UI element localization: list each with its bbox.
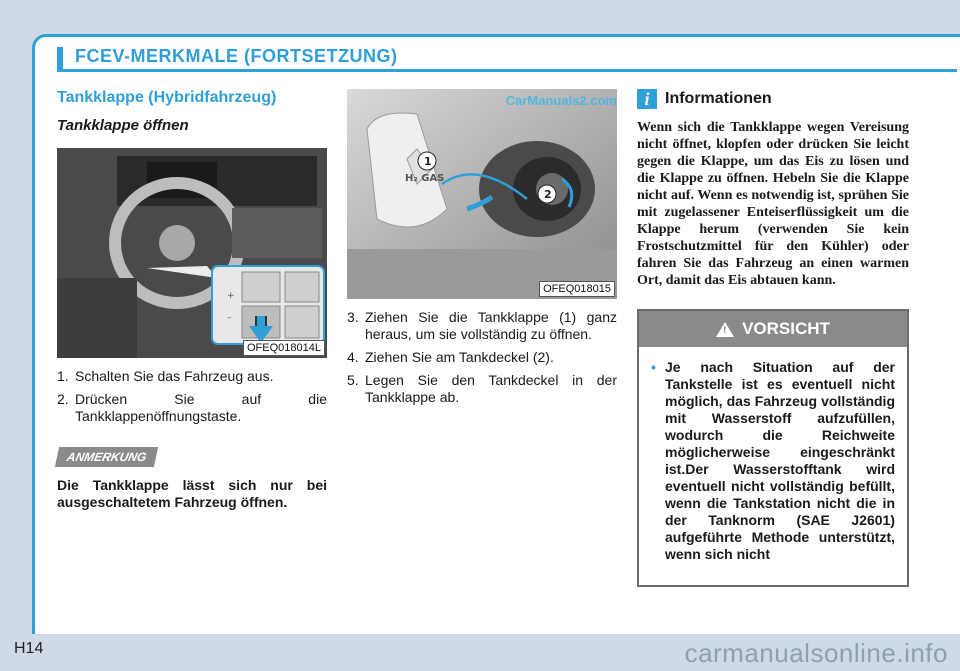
info-header [637, 89, 909, 109]
photo-label: OFEQ018014L [243, 340, 325, 356]
dashboard-photo [57, 148, 327, 358]
subsection-title: Tankklappe öffnen [57, 117, 189, 134]
caution-title: VORSICHT [742, 319, 830, 338]
watermark: CarManuals2.com [505, 93, 617, 108]
middle-column [347, 89, 617, 412]
list-item: 1. Schalten Sie das Fahrzeug aus. [57, 368, 274, 384]
dashboard-illustration [57, 148, 327, 358]
info-icon: i [637, 89, 657, 109]
caution-text: Je nach Situation auf der Tankstelle ist es eventuell nicht möglich, das Fahrzeug vollständig mit Wasserstoff aufzufüllen, wodurch die Reichweite möglicherweise eingeschränkt ist.Der Wasserstofftank wird eventuell nicht vollständig befüllt, wenn die Tankstation nicht die in der Tanknorm (SAE J2601) aufgeführte Methode unterstützt, wenn sich nicht [665, 359, 895, 562]
svg-text:2: 2 [544, 188, 552, 201]
caution-header [639, 311, 907, 347]
page-number: H14 [14, 640, 44, 657]
svg-text:–: – [227, 313, 232, 323]
fuel-door-illustration [347, 89, 617, 299]
svg-text:+: + [227, 291, 235, 301]
left-column [57, 89, 327, 511]
warning-icon: ! [716, 322, 734, 337]
bullet-icon: • [651, 359, 656, 375]
caution-box [637, 309, 909, 587]
header-title: FCEV-MERKMALE (FORTSETZUNG) [75, 46, 398, 66]
fuel-door-photo [347, 89, 617, 299]
list-item: 5. Legen Sie den Tankdeckel in der Tankklappe ab. [347, 372, 617, 405]
info-title: Informationen [665, 90, 772, 107]
list-item: 2. Drücken Sie auf die Tankklappenöffnungstaste. [57, 391, 327, 424]
section-header [57, 45, 957, 72]
steps-list [57, 368, 327, 425]
footer-site: carmanualsonline.info [684, 638, 948, 668]
right-column [637, 89, 909, 587]
note-tag: ANMERKUNG [55, 447, 159, 467]
svg-text:1: 1 [424, 155, 432, 168]
svg-text:H₂ GAS: H₂ GAS [405, 173, 445, 184]
header-accent-bar [57, 47, 63, 69]
section-title: Tankklappe (Hybridfahrzeug) [57, 89, 277, 106]
caution-body [639, 347, 907, 563]
info-text: Wenn sich die Tankklappe wegen Vereisung nicht öffnet, klopfen oder drücken Sie leicht gegen die Klappe, um das Eis zu lösen und die Klappe zu öffnen. Hebeln Sie die Klappe nicht auf. Wenn es notwendig ist, sprühen Sie mit zugelassener Enteiserflüssigkeit um die Klappe herum (verwenden Sie kein Frostschutzmittel für den Kühler) oder fahren Sie das Fahrzeug an einen warmen Ort, damit das Eis abtauen kann. [637, 120, 909, 288]
note-text: Die Tankklappe lässt sich nur bei ausgeschaltetem Fahrzeug öffnen. [57, 477, 327, 510]
steps-list [347, 309, 617, 406]
list-item: 4. Ziehen Sie am Tankdeckel (2). [347, 349, 554, 365]
manual-page [32, 34, 960, 634]
photo-label: OFEQ018015 [539, 281, 615, 297]
list-item: 3. Ziehen Sie die Tankklappe (1) ganz heraus, um sie vollständig zu öffnen. [347, 309, 617, 342]
